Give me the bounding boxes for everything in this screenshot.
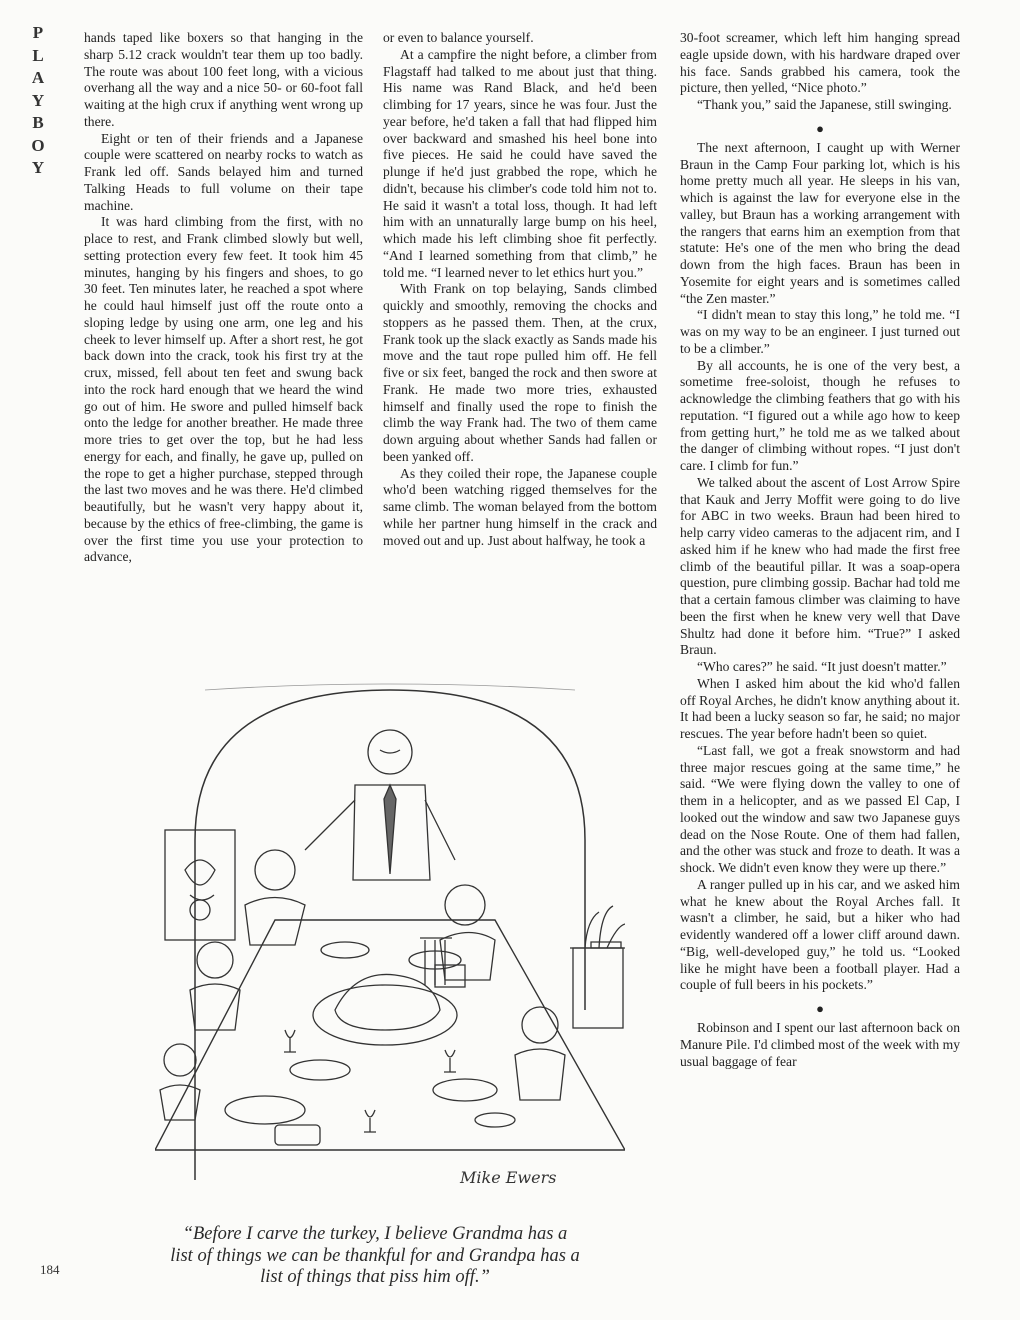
paragraph: When I asked him about the kid who'd fallen off Royal Arches, he didn't know anything about it. It had been a lucky season so far, he said; no major rescues. The year before hadn't been so quiet. — [680, 675, 960, 741]
magazine-letter: L — [32, 45, 44, 65]
magazine-letter: B — [32, 113, 44, 132]
paragraph: “Who cares?” he said. “It just doesn't matter.” — [697, 659, 947, 674]
page-number: 184 — [40, 1262, 60, 1277]
paragraph: A ranger pulled up in his car, and we asked him what he knew about the Royal Arches fall. It wasn't a climber, he said, but a hiker who had evidently wandered off a lower cliff around dawn. “Big, well-developed guy,” he told us. “Looked like he might have been a football player. Had a couple of full beers in his pockets.” — [680, 876, 960, 993]
section-separator-bullet: ● — [816, 120, 824, 136]
paragraph: With Frank on top belaying, Sands climbed quickly and smoothly, removing the chocks and stoppers as he passed them. Then, at the crux, Frank took up the slack exactly as Sands made his move and the taut rope pulled him off. He fell five or six feet, banged the rock and then swore at Frank. He made two more tries, exhausted himself and finally used the rope to finish the climb the way Frank had. The two of them came down arguing about whether Sands had fallen or been yanked off. — [383, 281, 657, 464]
paragraph: It was hard climbing from the first, with no place to rest, and Frank climbed slowly but well, setting protection every few feet. It took him 45 minutes, hanging by his fingers and shoes, to go 30 feet. Ten minutes later, he reached a spot where he could haul himself just off the route onto a sloping ledge by using one arm, one leg and his cheek to lever himself up. After a short rest, he got back down into the crack, took his first try at the crux, missed, fell about ten feet and swung back into the rock hard enough that we heard the wind go out of him. He swore and pulled himself back onto the ledge for another breather. He made three more tries to get over the top, but he had less energy for each, and finally, he gave up, pulled on the rope to get a higher purchase, stepped through the last two moves and he was there. He'd climbed beautifully, but he wasn't very happy about it, because by the ethics of free-climbing, the game is over the first time you use your protection to advance, — [84, 214, 363, 565]
paragraph: At a campfire the night before, a climber from Flagstaff had talked to me about just that thing. His name was Rand Black, and he'd been climbing for 17 years, since he was four. Just the year before, he'd taken a fall that had flipped him over backward and smashed his heel bone into five pieces. He said he could have saved the plunge if he'd just grabbed the rope, which he didn't, because his climber's code told him not to. He said it wasn't a total loss, though. It had left him with an unnaturally large bump on his heel, which made his left climbing shoe fit perfectly. “And I learned something from that climb,” he told me. “I learned never to let ethics hurt you.” — [383, 46, 657, 280]
cartoon-illustration — [155, 680, 625, 1180]
paragraph: We talked about the ascent of Lost Arrow Spire that Kauk and Jerry Moffit were going to do live for ABC in two weeks. Braun had been hired to help carry video cameras to the adjacent rim, and I asked him if he knew who had made the first free climb of the beautiful pillar. It was a soap-opera question, pure climbing gossip. Bachar had told me that a certain famous climber was claiming to have been the first when he knew very well that Dave Shultz had done it before him. “True?” I asked Braun. — [680, 474, 960, 658]
paragraph: Robinson and I spent our last afternoon back on Manure Pile. I'd climbed most of the week with my usual baggage of fear — [680, 1020, 960, 1069]
paragraph: “I didn't mean to stay this long,” he told me. “I was on my way to be an engineer. I just turned out to be a climber.” — [680, 307, 960, 356]
paragraph: hands taped like boxers so that hanging in the sharp 5.12 crack wouldn't tear them up too badly. The route was about 100 feet long, with a vicious overhang all the way and a nice 50- or 60-foot fall waiting at the high crux if anything went wrong up there. — [84, 30, 363, 129]
paragraph: “Last fall, we got a freak snowstorm and had three major rescues going at the same time,” he said. “We were flying down the valley to one of them in a helicopter, and as we passed El Cap, I looked out the window and saw two Japanese guys dead on the Nose Route. One of them had fallen, and the other was stuck and froze to death. It was a shock. We didn't even know they were up there.” — [680, 742, 960, 875]
cartoon-signature: Mike Ewers — [460, 1168, 557, 1187]
magazine-letter: Y — [31, 158, 45, 177]
paragraph: The next afternoon, I caught up with Werner Braun in the Camp Four parking lot, which is his home pretty much all year. He sleeps in his van, which is against the law for everyone else in the valley, but Braun has a working arrangement with the rangers that earns him an exemption from that statute: He's one of the men who bring the dead down from the high faces. Braun has been in Yosemite for eight years and is sometimes called “the Zen master.” — [680, 139, 960, 306]
section-separator-bullet: ● — [816, 1001, 824, 1016]
magazine-letter: O — [31, 135, 45, 155]
paragraph: “Thank you,” said the Japanese, still swinging. — [697, 97, 952, 112]
paragraph: Eight or ten of their friends and a Japanese couple were scattered on nearby rocks to watch as Frank led off. Sands belayed him and turned Talking Heads to full volume on their tape machine. — [84, 130, 363, 213]
paragraph: By all accounts, he is one of the very best, a sometime free-soloist, though he refuses to acknowledge the climbing feathers that go with his reputation. “I figured out a while ago how to keep from getting hurt,” he told me as we talked about the danger of climbing without ropes. “I just don't care. I climb for fun.” — [680, 357, 960, 473]
article-column-3 — [680, 30, 960, 1070]
magazine-letter: A — [31, 68, 45, 87]
magazine-name-vertical — [28, 22, 48, 180]
article-column-2 — [383, 30, 657, 549]
paragraph: 30-foot screamer, which left him hanging spread eagle upside down, with his hardware draped over his face. Sands grabbed his camera, took the picture, then yelled, “Nice photo.” — [680, 30, 960, 96]
magazine-letter: Y — [31, 90, 45, 110]
paragraph: As they coiled their rope, the Japanese couple who'd been watching rigged themselves for the same climb. The woman belayed from the bottom while her partner hung himself in the crack and moved out and up. Just about halfway, he took a — [383, 465, 657, 548]
article-column-1 — [84, 30, 363, 566]
paragraph: or even to balance yourself. — [383, 30, 534, 45]
cartoon-caption: “Before I carve the turkey, I believe Grandma has a list of things we can be thankful for and Grandpa has a list of things that piss him off.” — [170, 1224, 580, 1287]
magazine-letter: P — [32, 23, 44, 42]
